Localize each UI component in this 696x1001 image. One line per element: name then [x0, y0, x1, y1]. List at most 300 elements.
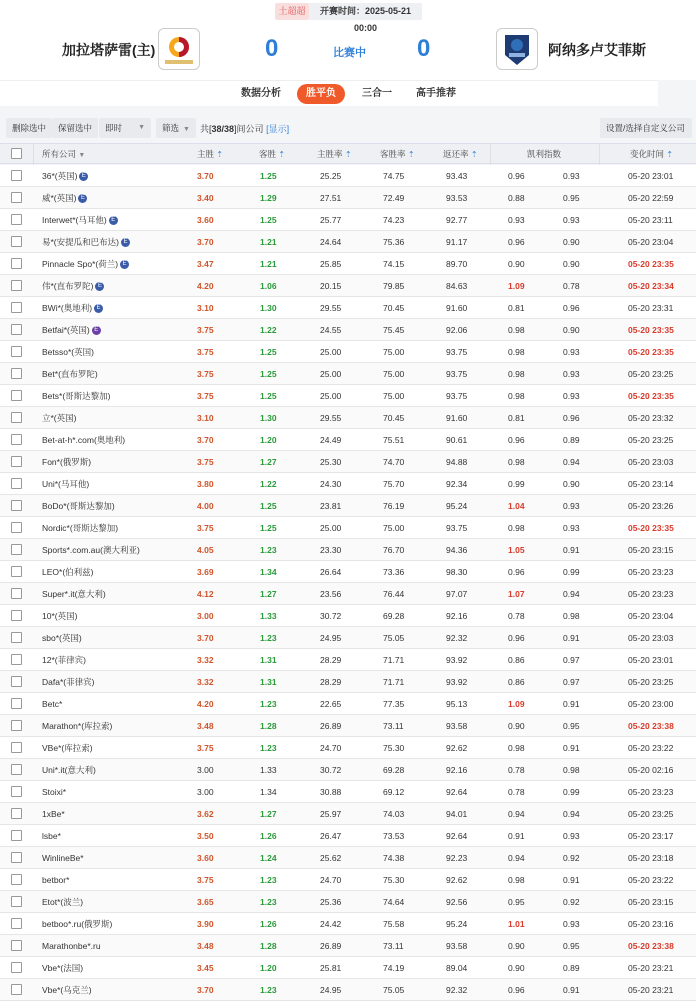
table-row[interactable]	[0, 913, 696, 935]
table-row[interactable]	[0, 869, 696, 891]
change-time[interactable]: 05-20 23:21	[628, 985, 674, 995]
home-odds[interactable]: 3.70	[197, 171, 214, 181]
return-rate: 90.61	[446, 435, 468, 445]
row-checkbox[interactable]	[11, 808, 22, 819]
kelly-away: 0.94	[563, 457, 580, 467]
table-row[interactable]	[0, 979, 696, 1001]
table-row[interactable]	[0, 165, 696, 187]
company-name[interactable]	[42, 539, 140, 561]
away-odds[interactable]: 1.28	[260, 721, 277, 731]
home-odds[interactable]: 3.65	[197, 897, 214, 907]
kelly-home: 0.98	[508, 325, 525, 335]
company-label: Vbe*(乌克兰)	[42, 985, 92, 995]
row-checkbox[interactable]	[11, 610, 22, 621]
company-name[interactable]	[42, 715, 112, 737]
home-odds[interactable]: 3.75	[197, 347, 214, 357]
home-odds[interactable]: 3.10	[197, 413, 214, 423]
table-row[interactable]	[0, 363, 696, 385]
change-time[interactable]: 05-20 23:21	[628, 963, 674, 973]
row-checkbox[interactable]	[11, 390, 22, 401]
row-checkbox[interactable]	[11, 544, 22, 555]
row-checkbox[interactable]	[11, 676, 22, 687]
company-name[interactable]	[42, 165, 88, 187]
row-checkbox[interactable]	[11, 346, 22, 357]
row-checkbox[interactable]	[11, 214, 22, 225]
away-win-rate: 76.44	[383, 589, 405, 599]
home-odds[interactable]: 3.60	[197, 215, 214, 225]
change-time[interactable]: 05-20 23:01	[628, 655, 674, 665]
row-checkbox[interactable]	[11, 830, 22, 841]
change-time[interactable]: 05-20 23:35	[628, 391, 674, 401]
change-time[interactable]: 05-20 23:11	[628, 215, 673, 225]
home-odds[interactable]: 3.60	[197, 853, 214, 863]
company-badge-icon: E	[94, 304, 103, 313]
return-rate: 92.32	[446, 985, 468, 995]
home-odds[interactable]: 4.20	[197, 699, 214, 709]
company-name[interactable]	[42, 737, 93, 759]
col-company-label: 所有公司	[42, 149, 77, 159]
col-home-rate[interactable]	[317, 144, 352, 165]
home-odds[interactable]: 4.20	[197, 281, 214, 291]
change-time[interactable]: 05-20 23:38	[628, 721, 674, 731]
chevron-down-icon: ▼	[138, 124, 145, 131]
away-odds[interactable]: 1.25	[260, 369, 277, 379]
table-row[interactable]	[0, 803, 696, 825]
company-name[interactable]	[42, 429, 125, 451]
home-odds[interactable]: 3.48	[197, 941, 214, 951]
filter-select[interactable]	[156, 118, 196, 138]
change-time[interactable]: 05-20 23:23	[628, 589, 674, 599]
company-name[interactable]	[42, 517, 118, 539]
away-odds[interactable]: 1.22	[260, 479, 277, 489]
home-odds[interactable]: 3.50	[197, 831, 214, 841]
kelly-home: 0.98	[508, 369, 525, 379]
row-checkbox[interactable]	[11, 786, 22, 797]
away-odds[interactable]: 1.21	[260, 237, 277, 247]
kelly-away: 0.98	[563, 611, 580, 621]
row-checkbox[interactable]	[11, 566, 22, 577]
company-name[interactable]	[42, 671, 94, 693]
return-rate: 92.62	[446, 875, 468, 885]
company-name[interactable]	[42, 781, 66, 803]
change-time[interactable]: 05-20 23:35	[628, 347, 674, 357]
change-time[interactable]: 05-20 23:22	[628, 875, 674, 885]
company-label: Marathonbe*.ru	[42, 941, 101, 951]
away-odds[interactable]: 1.27	[260, 589, 277, 599]
change-time[interactable]: 05-20 23:16	[628, 919, 674, 929]
table-row[interactable]	[0, 825, 696, 847]
away-win-rate: 73.11	[383, 941, 404, 951]
row-checkbox[interactable]	[11, 940, 22, 951]
kelly-home: 0.99	[508, 479, 525, 489]
home-win-rate: 29.55	[320, 303, 342, 313]
away-odds[interactable]: 1.20	[260, 963, 277, 973]
change-time[interactable]: 05-20 23:23	[628, 787, 674, 797]
table-row[interactable]	[0, 605, 696, 627]
away-odds[interactable]: 1.23	[260, 985, 277, 995]
away-win-rate: 74.23	[383, 215, 405, 225]
home-win-rate: 25.25	[320, 171, 342, 181]
row-checkbox[interactable]	[11, 258, 22, 269]
company-name[interactable]	[42, 231, 130, 253]
table-row[interactable]	[0, 561, 696, 583]
change-time[interactable]: 05-20 23:32	[628, 413, 674, 423]
home-odds[interactable]: 3.00	[197, 765, 214, 775]
table-row[interactable]	[0, 495, 696, 517]
row-checkbox[interactable]	[11, 698, 22, 709]
row-checkbox[interactable]	[11, 720, 22, 731]
change-time[interactable]: 05-20 23:25	[628, 809, 674, 819]
row-checkbox[interactable]	[11, 874, 22, 885]
home-odds[interactable]: 3.70	[197, 237, 214, 247]
company-name[interactable]	[42, 451, 91, 473]
change-time[interactable]: 05-20 23:04	[628, 237, 674, 247]
change-time[interactable]: 05-20 23:15	[628, 545, 674, 555]
change-time[interactable]: 05-20 23:35	[628, 259, 674, 269]
kelly-away: 0.93	[563, 391, 580, 401]
away-odds[interactable]: 1.25	[260, 501, 277, 511]
away-odds[interactable]: 1.25	[260, 215, 277, 225]
change-time[interactable]: 05-20 23:25	[628, 435, 674, 445]
galatasaray-logo-icon	[159, 29, 199, 69]
row-checkbox[interactable]	[11, 236, 22, 247]
table-row[interactable]	[0, 253, 696, 275]
home-odds[interactable]: 3.75	[197, 369, 214, 379]
home-odds[interactable]: 3.69	[197, 567, 214, 577]
away-odds[interactable]: 1.23	[260, 699, 277, 709]
company-name[interactable]	[42, 561, 93, 583]
home-win-rate: 24.70	[320, 743, 342, 753]
sort-icon: ⇡	[407, 150, 415, 159]
table-row[interactable]	[0, 275, 696, 297]
away-odds[interactable]: 1.25	[260, 171, 277, 181]
table-row[interactable]	[0, 319, 696, 341]
away-odds[interactable]: 1.33	[260, 611, 277, 621]
home-odds[interactable]: 3.75	[197, 391, 214, 401]
home-odds[interactable]: 3.00	[197, 787, 214, 797]
home-odds[interactable]: 3.90	[197, 919, 214, 929]
home-odds[interactable]: 3.75	[197, 523, 214, 533]
table-row[interactable]	[0, 847, 696, 869]
away-odds[interactable]: 1.31	[260, 655, 277, 665]
home-odds[interactable]: 3.70	[197, 633, 214, 643]
col-return-rate[interactable]	[443, 144, 478, 165]
select-all-checkbox[interactable]	[11, 148, 22, 159]
change-time[interactable]: 05-20 23:34	[628, 281, 674, 291]
table-row[interactable]	[0, 649, 696, 671]
change-time[interactable]: 05-20 23:22	[628, 743, 674, 753]
home-win-rate: 30.72	[320, 765, 342, 775]
row-checkbox[interactable]	[11, 324, 22, 335]
league-badge[interactable]: 土超超	[275, 3, 309, 20]
sort-icon: ⇡	[278, 150, 286, 159]
company-name[interactable]	[42, 209, 118, 231]
row-checkbox[interactable]	[11, 280, 22, 291]
row-checkbox[interactable]	[11, 192, 22, 203]
company-name[interactable]	[42, 385, 110, 407]
change-time[interactable]: 05-20 23:14	[628, 479, 674, 489]
company-name[interactable]	[42, 649, 86, 671]
settings-select[interactable]	[600, 118, 692, 138]
table-row[interactable]	[0, 517, 696, 539]
row-checkbox[interactable]	[11, 588, 22, 599]
away-odds[interactable]: 1.26	[260, 919, 277, 929]
table-row[interactable]	[0, 935, 696, 957]
change-time[interactable]: 05-20 23:31	[628, 303, 674, 313]
change-time[interactable]: 05-20 23:38	[628, 941, 674, 951]
home-win-rate: 24.95	[320, 633, 342, 643]
col-home[interactable]	[197, 144, 223, 165]
row-checkbox[interactable]	[11, 456, 22, 467]
row-checkbox[interactable]	[11, 984, 22, 995]
row-checkbox[interactable]	[11, 522, 22, 533]
home-odds[interactable]: 3.32	[197, 655, 214, 665]
company-label: Betfai*(英国)	[42, 325, 90, 335]
company-name[interactable]	[42, 693, 62, 715]
table-row[interactable]	[0, 627, 696, 649]
home-odds[interactable]: 3.75	[197, 743, 214, 753]
home-odds[interactable]: 3.48	[197, 721, 214, 731]
away-odds[interactable]: 1.27	[260, 809, 277, 819]
home-odds[interactable]: 3.45	[197, 963, 214, 973]
kelly-home: 0.96	[508, 435, 525, 445]
kelly-home: 0.90	[508, 941, 525, 951]
change-time[interactable]: 05-20 23:04	[628, 611, 674, 621]
change-time[interactable]: 05-20 23:15	[628, 897, 674, 907]
change-time[interactable]: 05-20 23:23	[628, 567, 674, 577]
row-checkbox[interactable]	[11, 500, 22, 511]
away-odds[interactable]: 1.34	[260, 787, 277, 797]
away-odds[interactable]: 1.21	[260, 259, 277, 269]
row-checkbox[interactable]	[11, 896, 22, 907]
away-odds[interactable]: 1.27	[260, 457, 277, 467]
home-odds[interactable]: 3.40	[197, 193, 214, 203]
tab-data-analysis[interactable]: 数据分析	[241, 88, 281, 99]
table-row[interactable]	[0, 187, 696, 209]
away-odds[interactable]: 1.26	[260, 831, 277, 841]
home-odds[interactable]: 3.80	[197, 479, 214, 489]
change-time[interactable]: 05-20 23:25	[628, 677, 674, 687]
row-checkbox[interactable]	[11, 852, 22, 863]
home-odds[interactable]: 3.70	[197, 985, 214, 995]
away-odds[interactable]: 1.34	[260, 567, 277, 577]
row-checkbox[interactable]	[11, 632, 22, 643]
home-odds[interactable]: 3.75	[197, 325, 214, 335]
company-name[interactable]	[42, 847, 84, 869]
table-row[interactable]	[0, 209, 696, 231]
row-checkbox[interactable]	[11, 962, 22, 973]
home-win-rate: 30.72	[320, 611, 342, 621]
change-time[interactable]: 05-20 23:35	[628, 523, 674, 533]
away-team-logo[interactable]	[496, 28, 538, 70]
away-odds[interactable]: 1.23	[260, 743, 277, 753]
return-rate: 93.43	[446, 171, 468, 181]
tab-bar	[0, 80, 658, 106]
home-odds[interactable]: 3.75	[197, 875, 214, 885]
away-odds[interactable]: 1.29	[260, 193, 277, 203]
company-name[interactable]	[42, 187, 87, 209]
table-row[interactable]	[0, 693, 696, 715]
row-checkbox[interactable]	[11, 368, 22, 379]
company-name[interactable]	[42, 627, 82, 649]
table-row[interactable]	[0, 781, 696, 803]
row-checkbox[interactable]	[11, 302, 22, 313]
away-win-rate: 69.12	[383, 787, 405, 797]
home-odds[interactable]: 4.00	[197, 501, 214, 511]
home-win-rate: 24.64	[320, 237, 342, 247]
change-time[interactable]: 05-20 23:18	[628, 853, 674, 863]
away-odds[interactable]: 1.20	[260, 435, 277, 445]
company-name[interactable]	[42, 495, 115, 517]
company-label: sbo*(英国)	[42, 633, 82, 643]
keep-selected-button[interactable]: 保留选中	[52, 118, 98, 138]
return-rate: 93.58	[446, 941, 468, 951]
return-rate: 92.16	[446, 611, 468, 621]
change-time[interactable]: 05-20 23:00	[628, 699, 674, 709]
away-odds[interactable]: 1.25	[260, 391, 277, 401]
table-row[interactable]	[0, 737, 696, 759]
table-row[interactable]	[0, 451, 696, 473]
table-row[interactable]	[0, 539, 696, 561]
kelly-home: 0.81	[508, 413, 525, 423]
home-team-logo[interactable]	[158, 28, 200, 70]
table-row[interactable]	[0, 385, 696, 407]
away-odds[interactable]: 1.22	[260, 325, 277, 335]
table-row[interactable]	[0, 891, 696, 913]
home-odds[interactable]: 3.75	[197, 457, 214, 467]
col-change-time[interactable]	[630, 144, 673, 165]
tab-win-draw-lose[interactable]: 胜平负	[297, 84, 345, 104]
company-name[interactable]	[42, 275, 104, 297]
away-odds[interactable]: 1.23	[260, 545, 277, 555]
company-name[interactable]	[42, 891, 83, 913]
company-name[interactable]	[42, 407, 76, 429]
row-checkbox[interactable]	[11, 478, 22, 489]
row-checkbox[interactable]	[11, 170, 22, 181]
table-row[interactable]	[0, 407, 696, 429]
kelly-away: 0.91	[563, 743, 580, 753]
delete-selected-button[interactable]: 删除选中	[6, 118, 52, 138]
table-row[interactable]	[0, 297, 696, 319]
home-odds[interactable]: 4.05	[197, 545, 214, 555]
table-row[interactable]	[0, 957, 696, 979]
home-odds[interactable]: 3.62	[197, 809, 214, 819]
row-checkbox[interactable]	[11, 742, 22, 753]
row-checkbox[interactable]	[11, 918, 22, 929]
table-row[interactable]	[0, 583, 696, 605]
change-time[interactable]: 05-20 23:17	[628, 831, 674, 841]
company-name[interactable]	[42, 363, 98, 385]
company-name[interactable]	[42, 869, 69, 891]
home-odds[interactable]: 3.10	[197, 303, 214, 313]
table-row[interactable]	[0, 715, 696, 737]
home-odds[interactable]: 3.32	[197, 677, 214, 687]
row-checkbox[interactable]	[11, 654, 22, 665]
return-rate: 92.32	[446, 633, 468, 643]
away-odds[interactable]: 1.30	[260, 303, 277, 313]
col-away-rate[interactable]	[380, 144, 415, 165]
home-win-rate: 20.15	[320, 281, 342, 291]
away-odds[interactable]: 1.25	[260, 347, 277, 357]
table-row[interactable]	[0, 429, 696, 451]
company-name[interactable]	[42, 979, 92, 1001]
filter-select-label: 筛选	[162, 123, 180, 133]
change-time[interactable]: 05-20 23:25	[628, 369, 674, 379]
start-time: 开赛时间：2025-05-21 00:00	[309, 3, 422, 20]
company-name[interactable]	[42, 825, 61, 847]
home-odds[interactable]: 3.70	[197, 435, 214, 445]
return-rate: 95.24	[446, 501, 468, 511]
company-name[interactable]	[42, 297, 103, 319]
tab-expert-picks[interactable]: 高手推荐	[416, 88, 456, 99]
table-row[interactable]	[0, 341, 696, 363]
change-time[interactable]: 05-20 23:03	[628, 633, 674, 643]
home-team-name[interactable]: 加拉塔萨雷(主)	[62, 42, 156, 58]
timing-select[interactable]	[99, 118, 151, 138]
company-name[interactable]	[42, 341, 94, 363]
table-row[interactable]	[0, 231, 696, 253]
company-label: betboo*.ru(俄罗斯)	[42, 919, 113, 929]
show-hidden-link[interactable]: [显示]	[266, 124, 290, 134]
away-odds[interactable]: 1.28	[260, 941, 277, 951]
company-name[interactable]	[42, 473, 89, 495]
company-name[interactable]	[42, 605, 77, 627]
away-odds[interactable]: 1.06	[260, 281, 277, 291]
change-time[interactable]: 05-20 23:35	[628, 325, 674, 335]
company-name[interactable]	[42, 803, 65, 825]
home-win-rate: 25.30	[320, 457, 342, 467]
col-company[interactable]	[42, 144, 85, 165]
company-name[interactable]	[42, 253, 129, 275]
kelly-home: 0.96	[508, 633, 525, 643]
away-odds[interactable]: 1.23	[260, 875, 277, 885]
change-time[interactable]: 05-20 22:59	[628, 193, 674, 203]
change-time[interactable]: 05-20 23:26	[628, 501, 674, 511]
company-name[interactable]	[42, 759, 96, 781]
change-time[interactable]: 05-20 02:16	[628, 765, 674, 775]
away-odds[interactable]: 1.33	[260, 765, 277, 775]
kelly-home: 1.07	[508, 589, 525, 599]
table-row[interactable]	[0, 671, 696, 693]
away-odds[interactable]: 1.25	[260, 523, 277, 533]
table-row[interactable]	[0, 473, 696, 495]
away-team-name[interactable]: 阿纳多卢艾菲斯	[548, 42, 646, 58]
home-odds[interactable]: 3.00	[197, 611, 214, 621]
away-odds[interactable]: 1.23	[260, 633, 277, 643]
company-name[interactable]	[42, 319, 101, 341]
row-checkbox[interactable]	[11, 434, 22, 445]
company-name[interactable]	[42, 583, 106, 605]
away-win-rate: 75.00	[383, 523, 405, 533]
tab-three-in-one[interactable]: 三合一	[362, 88, 392, 99]
company-name[interactable]	[42, 935, 101, 957]
home-odds[interactable]: 4.12	[197, 589, 214, 599]
kelly-away: 0.91	[563, 875, 580, 885]
away-odds[interactable]: 1.31	[260, 677, 277, 687]
change-time[interactable]: 05-20 23:01	[628, 171, 674, 181]
company-name[interactable]	[42, 913, 112, 935]
table-row[interactable]	[0, 759, 696, 781]
row-checkbox[interactable]	[11, 764, 22, 775]
away-odds[interactable]: 1.24	[260, 853, 277, 863]
away-odds[interactable]: 1.23	[260, 897, 277, 907]
col-away[interactable]	[259, 144, 285, 165]
company-name[interactable]	[42, 957, 83, 979]
away-odds[interactable]: 1.30	[260, 413, 277, 423]
change-time[interactable]: 05-20 23:03	[628, 457, 674, 467]
home-odds[interactable]: 3.47	[197, 259, 214, 269]
row-checkbox[interactable]	[11, 412, 22, 423]
